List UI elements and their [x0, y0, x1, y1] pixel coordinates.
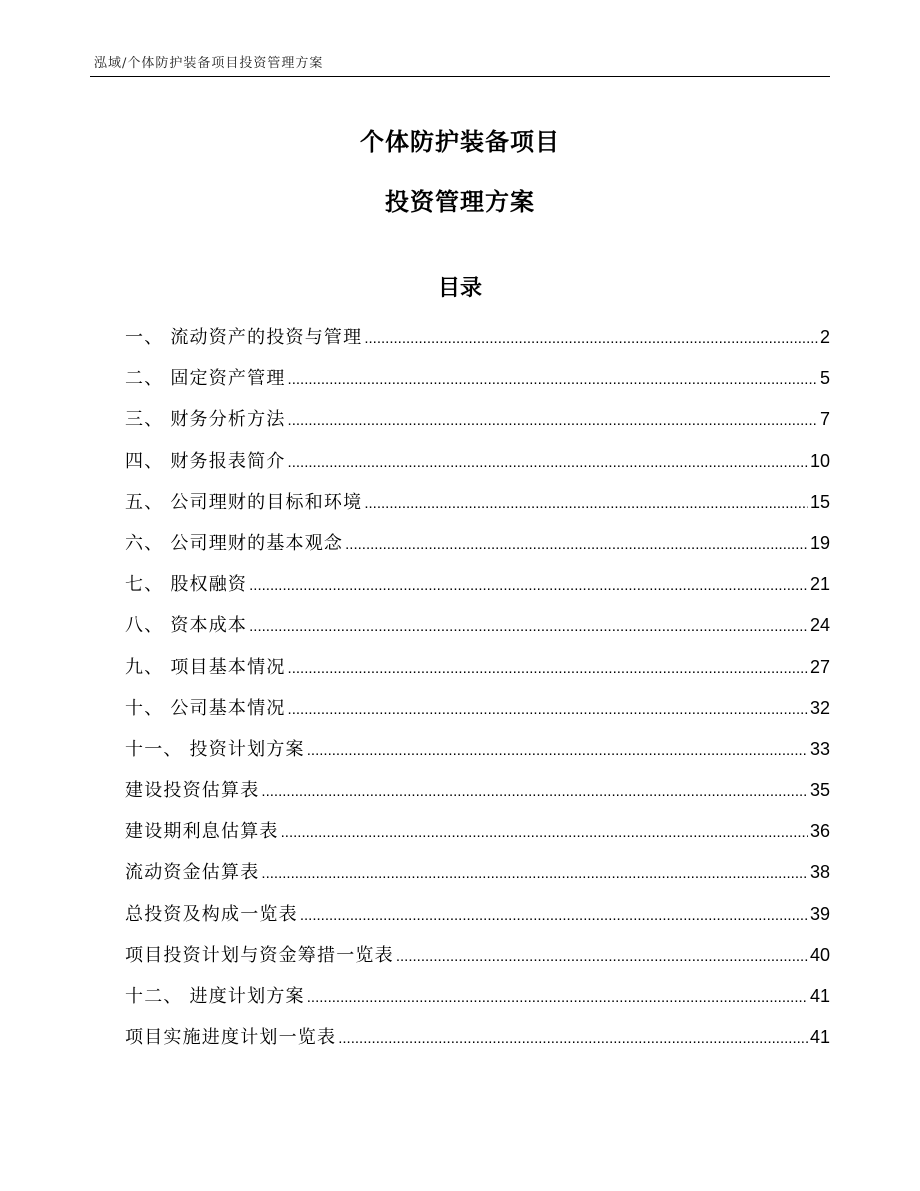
toc-leader-dots: [364, 322, 818, 356]
toc-entry-page: 15: [809, 491, 830, 512]
toc-entry[interactable]: [125, 361, 830, 402]
toc-leader-dots: [288, 363, 818, 397]
toc-entry-page: 39: [809, 903, 830, 924]
toc-entry-page: 32: [809, 697, 830, 718]
toc-entry[interactable]: [125, 608, 830, 649]
toc-entry-label: 建设期利息估算表: [125, 821, 279, 843]
toc-entry-page: 38: [809, 862, 830, 883]
toc-entry-label: 二、 固定资产管理: [125, 368, 286, 390]
toc-entry[interactable]: [125, 732, 830, 773]
toc-entry-label: 十二、 进度计划方案: [125, 986, 305, 1007]
toc-entry[interactable]: [125, 1020, 830, 1061]
toc-entry-page: 41: [809, 986, 830, 1006]
document-title-line-2: 投资管理方案: [385, 188, 535, 216]
toc-entry-label: 项目投资计划与资金筹措一览表: [125, 944, 394, 966]
toc-entry-label: 六、 公司理财的基本观念: [125, 532, 344, 554]
toc-entry-page: 40: [809, 944, 830, 965]
toc-leader-dots: [288, 446, 808, 480]
toc-leader-dots: [288, 652, 808, 686]
toc-leader-dots: [338, 1022, 808, 1056]
toc-entry-label: 总投资及构成一览表: [125, 903, 298, 925]
toc-entry[interactable]: [125, 814, 830, 855]
table-of-contents: [125, 320, 830, 1061]
toc-entry-label: 十一、 投资计划方案: [125, 738, 305, 760]
toc-entry[interactable]: [125, 485, 830, 526]
toc-leader-dots: [249, 569, 808, 603]
toc-entry[interactable]: [125, 650, 830, 691]
toc-leader-dots: [261, 775, 808, 809]
toc-entry-page: 36: [809, 821, 830, 842]
toc-entry[interactable]: [125, 855, 830, 896]
toc-entry-page: 33: [809, 738, 830, 759]
document-title-line-1: 个体防护装备项目: [360, 128, 560, 156]
toc-entry[interactable]: [125, 897, 830, 938]
toc-entry-page: 35: [809, 780, 830, 801]
toc-leader-dots: [307, 734, 808, 768]
toc-entry-page: 10: [809, 450, 830, 471]
toc-entry[interactable]: [125, 402, 830, 443]
header-divider: [90, 76, 830, 77]
toc-leader-dots: [364, 487, 808, 521]
toc-entry-page: 27: [809, 656, 830, 677]
toc-entry[interactable]: [125, 773, 830, 814]
toc-heading: 目录: [437, 276, 482, 301]
toc-leader-dots: [300, 899, 808, 933]
toc-entry-label: 三、 财务分析方法: [125, 409, 286, 431]
toc-leader-dots: [345, 528, 808, 562]
toc-leader-dots: [288, 404, 818, 438]
toc-leader-dots: [261, 857, 808, 891]
toc-entry[interactable]: [125, 938, 830, 979]
toc-entry-label: 八、 资本成本: [125, 615, 248, 637]
toc-entry-label: 一、 流动资产的投资与管理: [125, 327, 363, 348]
toc-leader-dots: [307, 981, 808, 1015]
toc-entry[interactable]: [125, 567, 830, 608]
toc-leader-dots: [249, 610, 808, 644]
toc-entry[interactable]: [125, 691, 830, 732]
toc-entry-label: 九、 项目基本情况: [125, 656, 286, 678]
toc-leader-dots: [396, 940, 808, 974]
toc-entry-label: 七、 股权融资: [125, 574, 248, 596]
toc-entry-page: 24: [809, 615, 830, 636]
toc-entry-page: 19: [809, 532, 830, 553]
toc-entry-page: 5: [819, 368, 830, 389]
toc-entry[interactable]: [125, 320, 830, 361]
toc-entry-label: 四、 财务报表简介: [125, 450, 286, 472]
toc-entry[interactable]: [125, 526, 830, 567]
toc-entry-page: 41: [809, 1027, 830, 1048]
toc-entry-label: 项目实施进度计划一览表: [125, 1027, 337, 1049]
toc-entry-page: 2: [819, 327, 830, 347]
toc-entry-label: 流动资金估算表: [125, 862, 260, 884]
toc-leader-dots: [281, 816, 808, 850]
page-header: 泓域/个体防护装备项目投资管理方案: [94, 56, 324, 71]
toc-entry-label: 五、 公司理财的目标和环境: [125, 491, 363, 513]
toc-entry-page: 7: [819, 409, 830, 430]
toc-entry-label: 十、 公司基本情况: [125, 697, 286, 719]
toc-leader-dots: [288, 693, 808, 727]
toc-entry-page: 21: [809, 574, 830, 595]
toc-entry[interactable]: [125, 444, 830, 485]
toc-entry-label: 建设投资估算表: [125, 780, 260, 802]
toc-entry[interactable]: [125, 979, 830, 1020]
